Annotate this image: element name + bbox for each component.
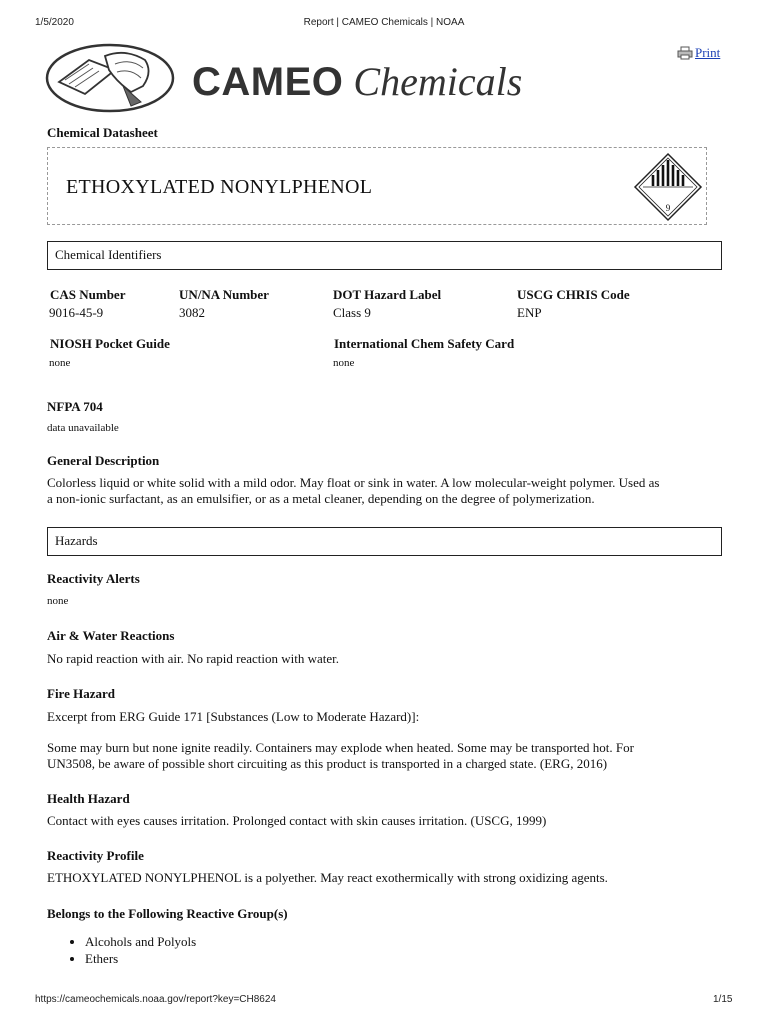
class-9-placard-icon	[633, 152, 703, 222]
un-label: UN/NA Number	[179, 287, 269, 302]
dot-label: DOT Hazard Label	[333, 287, 442, 302]
health-hazard-value: Contact with eyes causes irritation. Prolonged contact with skin causes irritation. (USCG, 1999)	[47, 813, 547, 828]
logo-word-cameo: CAMEO	[192, 60, 344, 104]
fire-hazard-line-2: UN3508, be aware of possible short circuiting as this product is transported in a charged state. (ERG, 2016)	[47, 756, 608, 771]
page-number: 1/15	[713, 994, 733, 1005]
dot-value: Class 9	[333, 305, 371, 320]
icsc-value: none	[333, 357, 355, 369]
list-item: • Ethers	[85, 951, 196, 968]
fire-hazard-label: Fire Hazard	[47, 686, 115, 701]
nfpa-label: NFPA 704	[47, 399, 103, 414]
uscg-value: ENP	[517, 305, 542, 320]
print-url: https://cameochemicals.noaa.gov/report?key=CH8624	[35, 994, 276, 1005]
air-water-value: No rapid reaction with air. No rapid reaction with water.	[47, 651, 340, 666]
cameo-logo-icon	[45, 42, 175, 114]
placard-class-number: 9	[665, 203, 671, 213]
cas-value: 9016-45-9	[49, 305, 104, 320]
reactive-groups-list	[47, 934, 196, 967]
nfpa-value: data unavailable	[47, 422, 119, 434]
datasheet-label: Chemical Datasheet	[47, 125, 158, 140]
logo-word-chemicals: Chemicals	[353, 59, 523, 104]
general-description-label: General Description	[47, 453, 160, 468]
section-chemical-identifiers: Chemical Identifiers	[47, 241, 722, 270]
uscg-label: USCG CHRIS Code	[517, 287, 630, 302]
list-item: • Alcohols and Polyols	[85, 934, 196, 951]
health-hazard-label: Health Hazard	[47, 791, 130, 806]
print-title: Report | CAMEO Chemicals | NOAA	[303, 17, 465, 28]
reactivity-alerts-label: Reactivity Alerts	[47, 571, 140, 586]
icsc-label: International Chem Safety Card	[334, 336, 515, 351]
print-label[interactable]: Print	[695, 45, 721, 60]
niosh-label: NIOSH Pocket Guide	[50, 336, 170, 351]
un-value: 3082	[179, 305, 205, 320]
general-description-line-2: a non-ionic surfactant, as an emulsifier, or as a metal cleaner, depending on the degree of polymerization.	[47, 491, 595, 506]
section-hazards: Hazards	[47, 527, 722, 556]
printer-icon	[677, 46, 693, 60]
reactivity-profile-value: ETHOXYLATED NONYLPHENOL is a polyether. May react exothermically with strong oxidizing agents.	[47, 870, 608, 885]
cameo-logo-text	[192, 58, 522, 105]
niosh-value: none	[49, 357, 71, 369]
print-link[interactable]	[677, 45, 720, 61]
chemical-name: ETHOXYLATED NONYLPHENOL	[66, 176, 373, 198]
fire-hazard-line-1: Some may burn but none ignite readily. Containers may explode when heated. Some may be transported hot. For	[47, 740, 634, 755]
reactive-groups-label: Belongs to the Following Reactive Group(s)	[47, 906, 288, 921]
print-date: 1/5/2020	[35, 17, 74, 28]
reactivity-alerts-value: none	[47, 595, 69, 607]
general-description-line-1: Colorless liquid or white solid with a mild odor. May float or sink in water. A low molecular-weight polymer. Used as	[47, 475, 660, 490]
cas-label: CAS Number	[50, 287, 126, 302]
air-water-label: Air & Water Reactions	[47, 628, 175, 643]
chemical-name-box	[47, 147, 707, 225]
reactivity-profile-label: Reactivity Profile	[47, 848, 144, 863]
fire-hazard-excerpt: Excerpt from ERG Guide 171 [Substances (Low to Moderate Hazard)]:	[47, 709, 420, 724]
